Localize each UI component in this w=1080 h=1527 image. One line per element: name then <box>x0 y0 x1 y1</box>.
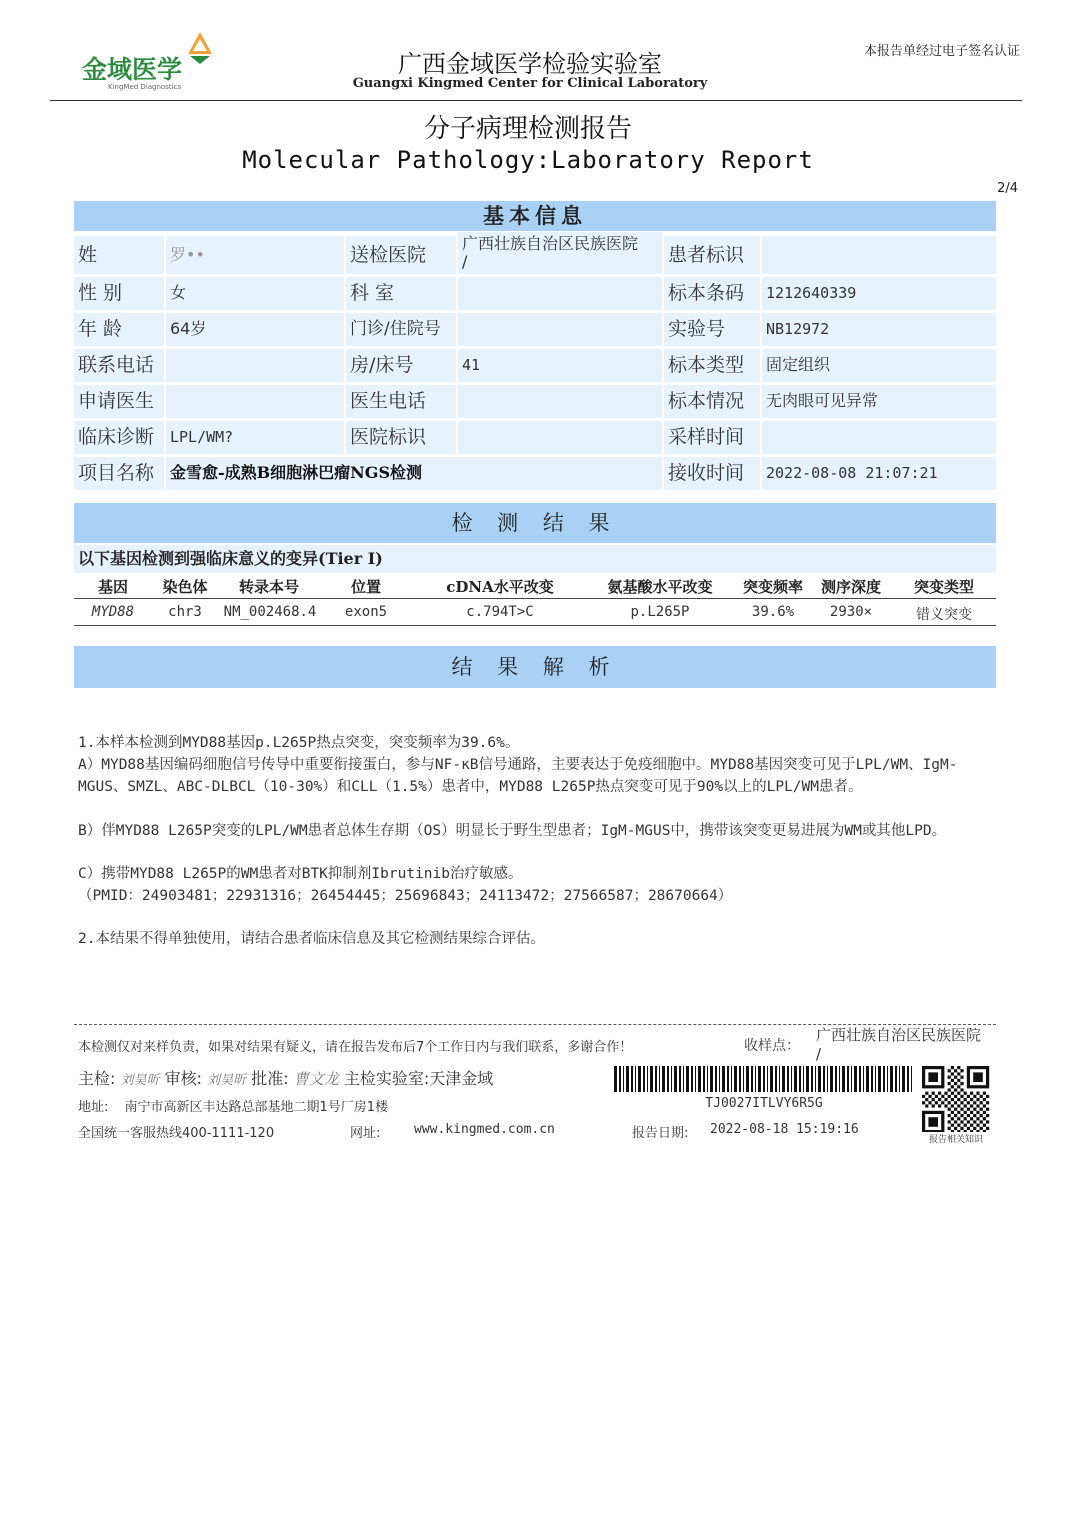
disclaimer: 本检测仅对来样负责，如果对结果有疑义，请在报告发布后7个工作日内与我们联系，多谢合作！ <box>78 1040 633 1055</box>
reviewer-signature: 刘昊昕 <box>207 1073 247 1088</box>
cell-gene: MYD88 <box>91 604 135 620</box>
page-number: 2/4 <box>997 181 1018 196</box>
doctor-phone-value <box>458 385 662 418</box>
diagnosis-value: LPL/WM? <box>166 421 344 454</box>
qr-code-icon <box>922 1066 990 1132</box>
col-gene: 基因 <box>97 578 128 596</box>
dept-value <box>458 277 662 310</box>
basic-info-heading: 基本信息 <box>74 201 996 231</box>
approver-signature: 曹文龙 <box>293 1070 339 1088</box>
clinic-no-label: 门诊/住院号 <box>346 313 456 346</box>
hospital-label: 送检医院 <box>346 236 456 274</box>
receive-time-label: 接收时间 <box>664 457 760 490</box>
col-position: 位置 <box>350 578 381 596</box>
address-value: 南宁市高新区丰达路总部基地二期1号厂房1楼 <box>124 1100 389 1115</box>
approver-label: 批准: <box>251 1069 289 1088</box>
specimen-status-label: 标本情况 <box>664 385 760 418</box>
sampling-time-value <box>762 421 996 454</box>
hotline: 全国统一客服热线400-1111-120 <box>78 1126 275 1141</box>
tier-heading: 以下基因检测到强临床意义的变异(Tier I) <box>74 545 996 573</box>
address-line <box>78 1096 388 1115</box>
report-title-en: Molecular Pathology:Laboratory Report <box>242 146 814 174</box>
lab-name-cn: 广西金域医学检验实验室 <box>398 50 662 78</box>
col-transcript: 转录本号 <box>238 578 299 596</box>
footer-divider <box>74 1024 996 1025</box>
barcode-label: 标本条码 <box>664 277 760 310</box>
lab-no-label: 实验号 <box>664 313 760 346</box>
collection-value <box>816 1026 981 1064</box>
hospital-id-label: 医院标识 <box>346 421 456 454</box>
report-date-value: 2022-08-18 15:19:16 <box>710 1122 859 1137</box>
cell-position: exon5 <box>344 604 388 620</box>
collection-label: 收样点： <box>744 1038 800 1054</box>
dept-label: 科 室 <box>346 277 456 310</box>
header-divider <box>50 100 1022 101</box>
analysis-heading: 结 果 解 析 <box>74 646 996 688</box>
col-mutation-type: 突变类型 <box>913 578 974 596</box>
hospital-id-value <box>458 421 662 454</box>
tester-signature: 刘昊昕 <box>120 1073 160 1088</box>
qr-caption: 报告相关知识 <box>928 1135 983 1145</box>
col-cdna: cDNA水平改变 <box>446 578 554 596</box>
doctor-label: 申请医生 <box>74 385 164 418</box>
tester-label: 主检: <box>78 1069 116 1088</box>
hospital-value-line2: / <box>462 252 468 271</box>
analysis-p6: 2.本结果不得单独使用，请结合患者临床信息及其它检测结果综合评估。 <box>78 931 545 947</box>
logo-subtitle: KingMed Diagnostics <box>108 83 182 91</box>
col-amino-acid: 氨基酸水平改变 <box>607 578 713 596</box>
age-value: 64岁 <box>166 313 344 346</box>
table-bottom-rule <box>74 625 996 626</box>
age-label: 年 龄 <box>74 313 164 346</box>
logo-text: 金域医学 <box>82 55 183 84</box>
diagnosis-label: 临床诊断 <box>74 421 164 454</box>
website-label: 网址: <box>350 1126 381 1141</box>
lab-name-en: Guangxi Kingmed Center for Clinical Laboratory <box>352 76 708 91</box>
project-label: 项目名称 <box>74 457 164 490</box>
reviewer-label: 审核: <box>164 1069 203 1088</box>
lab-no-value: NB12972 <box>762 313 996 346</box>
cell-amino-acid: p.L265P <box>630 604 690 620</box>
esign-note: 本报告单经过电子签名认证 <box>863 44 1020 59</box>
col-frequency: 突变频率 <box>742 578 803 596</box>
report-title-cn: 分子病理检测报告 <box>423 114 632 144</box>
barcode-text: TJ0027ITLVY6R5G <box>705 1096 823 1111</box>
project-value: 金雪愈-成熟B细胞淋巴瘤NGS检测 <box>166 457 662 490</box>
cell-frequency: 39.6% <box>751 604 795 620</box>
doctor-value <box>166 385 344 418</box>
cell-chromosome: chr3 <box>168 604 202 620</box>
address-label: 地址: <box>78 1100 109 1115</box>
bed-label: 房/床号 <box>346 349 456 382</box>
table-header-rule <box>74 598 996 599</box>
cell-cdna: c.794T>C <box>466 604 534 620</box>
collection-value-line1: 广西壮族自治区民族医院 <box>816 1026 982 1044</box>
main-lab: 主检实验室:天津金域 <box>343 1069 494 1088</box>
name-label: 姓 <box>74 236 164 274</box>
barcode-icon <box>614 1066 914 1092</box>
cell-transcript: NM_002468.4 <box>223 604 317 620</box>
patient-id-label: 患者标识 <box>664 236 760 274</box>
collection-value-line2: / <box>816 1045 822 1063</box>
col-depth: 测序深度 <box>820 578 881 596</box>
hospital-value-line1: 广西壮族自治区民族医院 <box>462 234 639 253</box>
report-date-label: 报告日期: <box>632 1126 689 1141</box>
clinic-no-value <box>458 313 662 346</box>
barcode-value: 1212640339 <box>762 277 996 310</box>
signature-line <box>78 1066 493 1089</box>
hospital-value <box>458 232 662 274</box>
analysis-p2: A）MYD88基因编码细胞信号传导中重要衔接蛋白，参与NF-κB信号通路，主要表达于免疫细胞中。MYD88基因突变可见于LPL/WM、IgM-MGUS、SMZL、ABC-DLBCL（10-30%）和CLL（1.5%）患者中，MYD88 L265P热点突变可见于90%以上的LPL/WM患者。 <box>78 757 958 795</box>
cell-depth: 2930× <box>829 604 873 620</box>
bed-value: 41 <box>458 349 662 382</box>
analysis-p1: 1.本样本检测到MYD88基因p.L265P热点突变，突变频率为39.6%。 <box>78 735 520 751</box>
doctor-phone-label: 医生电话 <box>346 385 456 418</box>
col-chromosome: 染色体 <box>162 578 208 596</box>
name-value: 罗•• <box>166 236 344 274</box>
analysis-p3: B）伴MYD88 L265P突变的LPL/WM患者总体生存期（OS）明显长于野生型患者；IgM-MGUS中，携带该突变更易进展为WM或其他LPD。 <box>78 823 947 839</box>
sex-label: 性 别 <box>74 277 164 310</box>
phone-value <box>166 349 344 382</box>
analysis-p4: C）携带MYD88 L265P的WM患者对BTK抑制剂Ibrutinib治疗敏感。 <box>78 866 523 882</box>
sex-value: 女 <box>166 277 344 310</box>
sampling-time-label: 采样时间 <box>664 421 760 454</box>
website-value[interactable]: www.kingmed.com.cn <box>414 1122 555 1137</box>
specimen-type-value: 固定组织 <box>762 349 996 382</box>
kingmed-logo-icon <box>186 30 214 66</box>
results-heading: 检 测 结 果 <box>74 503 996 543</box>
specimen-type-label: 标本类型 <box>664 349 760 382</box>
receive-time-value: 2022-08-08 21:07:21 <box>762 457 996 490</box>
phone-label: 联系电话 <box>74 349 164 382</box>
specimen-status-value: 无肉眼可见异常 <box>762 385 996 418</box>
cell-mutation-type: 错义突变 <box>916 607 972 623</box>
analysis-p5: （PMID：24903481；22931316；26454445；25696843；24113472；27566587；28670664） <box>78 888 733 904</box>
patient-id-value <box>762 236 996 274</box>
